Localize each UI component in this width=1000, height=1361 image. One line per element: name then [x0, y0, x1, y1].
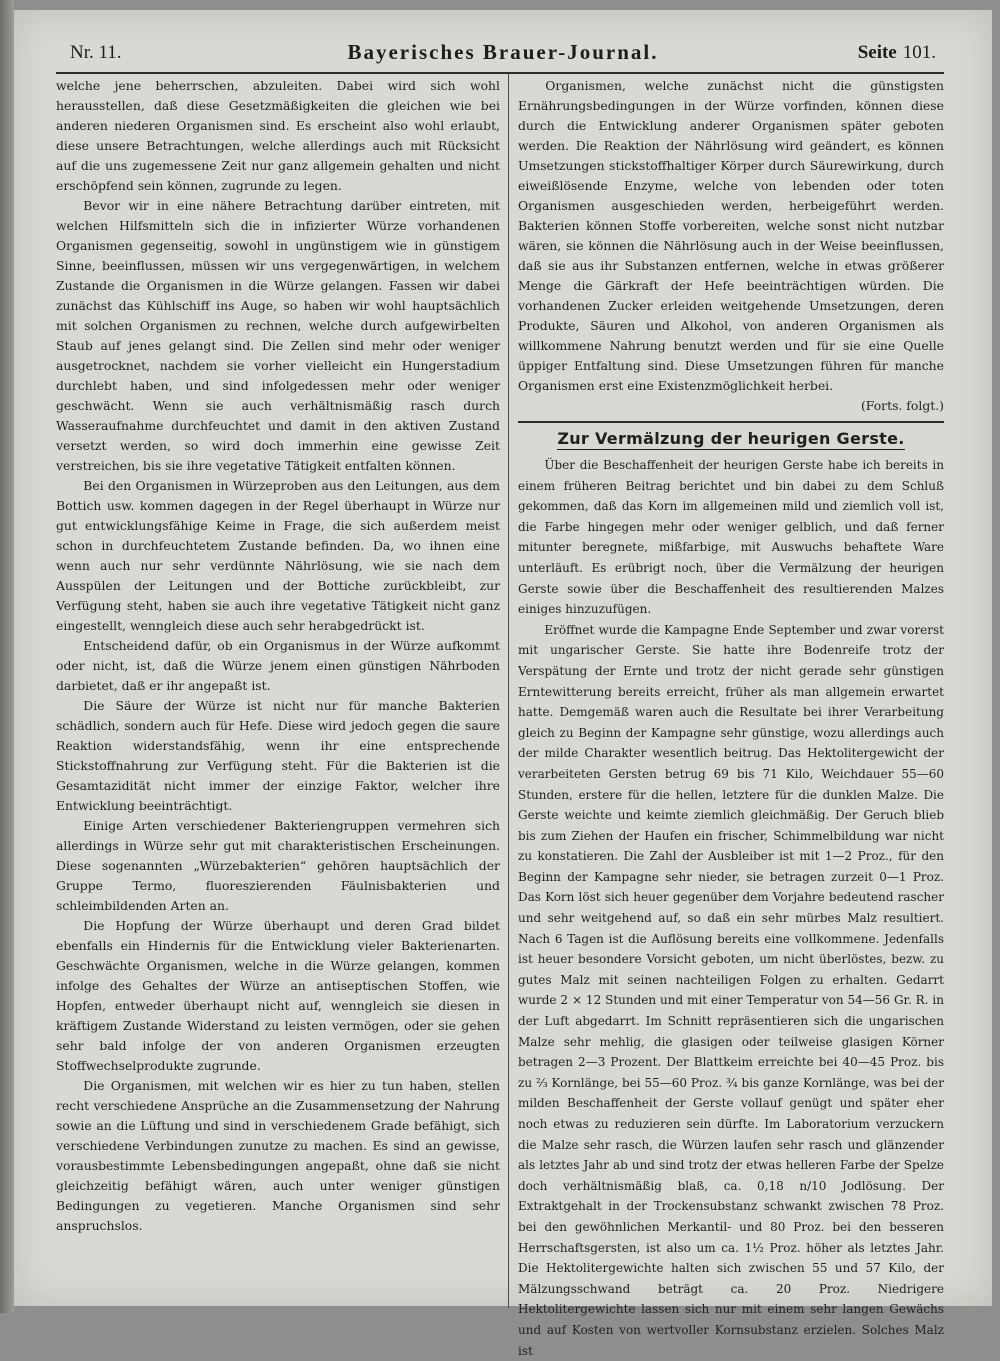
running-header	[70, 40, 936, 70]
continued-note: (Forts. folgt.)	[860, 398, 944, 413]
paragraph: Die Organismen, mit welchen wir es hier zu tun haben, stellen recht verschiedene Ansprüche an die Zusammensetzung der Nahrung sowie an die Lüftung und sind in verschiedenem Grade befähigt, sich verschiedene Verbindungen zunutze zu machen. Es sind an gewisse, vorausbestimmte Lebensbedingungen angepaßt, ohne daß sie nicht gleichzeitig befähigt wären, auch unter weniger günstigen Bedingungen zu vegetieren. Manche Organismen sind sehr anspruchslos.	[56, 1078, 500, 1233]
article-separator	[518, 421, 944, 423]
header-rule	[56, 72, 944, 74]
article-paragraph: Eröffnet wurde die Kampagne Ende September und zwar vorerst mit ungarischer Gerste. Sie hatte ihre Bodenreife trotz der Verspätung der Ernte und trotz der nicht gerade sehr günstigen Erntewitterung bereits erreicht, früher als man allgemein erwartet hatte. Demgemäß waren auch die Resultate bei ihrer Verarbeitung gleich zu Beginn der Kampagne sehr günstige, wozu allerdings auch der milde Charakter wesentlich beitrug. Das Hektolitergewicht der verarbeiteten Gersten betrug 69 bis 71 Kilo, Weichdauer 55—60 Stunden, erstere für die hellen, letztere für die dunklen Malze. Die Gerste weichte und keimte ziemlich gleichmäßig. Der Geruch blieb bis zum Ziehen der Haufen ein frischer, Schimmelbildung war nicht zu konstatieren. Die Zahl der Ausbleiber ist mit 1—2 Proz., für den Beginn der Kampagne sehr nieder, sie betragen zurzeit 0—1 Proz. Das Korn löst sich heuer gegenüber dem Vorjahre bedeutend rascher und sehr weitgehend auf, so daß ein sehr mürbes Malz resultiert. Nach 6 Tagen ist die Auflösung bereits eine vollkommene. Jedenfalls ist heuer besondere Vorsicht geboten, um nicht überlöstes, bezw. zu gutes Malz mit seinen nachteiligen Folgen zu erhalten. Gedarrt wurde 2 × 12 Stunden und mit einer Temperatur von 54—56 Gr. R. in der Luft abgedarrt. Im Schnitt repräsentieren sich die ungarischen Malze sehr mehlig, die glasigen oder teilweise glasigen Körner betragen 2—3 Prozent. Der Blattkeim erreichte bei 40—45 Proz. bis zu ⅔ Kornlänge, bei 55—60 Proz. ¾ bis ganze Kornlänge, was bei der milden Beschaffenheit der Gerste vollauf genügt und später eher noch etwas zu reduzieren sein dürfte. Im Laboratorium verzuckern die Malze sehr rasch, die Würzen laufen sehr rasch und glänzender als letztes Jahr ab und sind trotz der etwas helleren Farbe der Spelze doch verhältnismäßig blaß, ca. 0,18 n/10 Jodlösung. Der Extraktgehalt in der Trockensubstanz schwankt zwischen 78 Proz. bei den gewöhnlichen Merkantil- und 80 Proz. bei den besseren Herrschaftsgersten, ist also um ca. 1½ Proz. höher als letztes Jahr. Die Hektolitergewichte halten sich zwischen 55 und 57 Kilo, der Mälzungsschwand beträgt ca. 20 Proz. Niedrigere Hektolitergewichte lassen sich nur mit einem sehr langen Gewächs und auf Kosten von wertvoller Kornsubstanz erzielen. Solches Malz ist	[518, 622, 944, 1358]
paragraph: Die Säure der Würze ist nicht nur für manche Bakterien schädlich, sondern auch für Hefe. Diese wird jedoch gegen die saure Reaktion widerstandsfähig, wenn ihr eine entsprechende Stickstoffnahrung zur Verfügung steht. Für die Bakterien ist die Gesamtazidität nicht immer der einzige Faktor, welcher ihre Entwicklung beeinträchtigt.	[56, 698, 500, 813]
journal-page	[14, 10, 992, 1358]
article-paragraph: Über die Beschaffenheit der heurigen Gerste habe ich bereits in einem früheren Beitrag berichtet und bin dabei zu dem Schluß gekommen, daß das Korn im allgemeinen mild und ziemlich voll ist, die Farbe hingegen mehr oder weniger gelblich, und daß ferner mitunter beregnete, mißfarbige, mit Auswuchs behaftete Ware unterläuft. Es erübrigt noch, über die Vermälzung der heurigen Gerste sowie über die Beschaffenheit des resultierenden Malzes einiges hinzuzufügen.	[518, 458, 944, 617]
left-column	[56, 76, 500, 1236]
paragraph: Bei den Organismen in Würzeproben aus den Leitungen, aus dem Bottich usw. kommen dagegen in der Regel überhaupt in Würze nur gut entwicklungsfähige Keime in Frage, die sich außerdem meist schon in durchfeuchtetem Zustande befinden. Da, wo ihnen eine wenn auch nur sehr verdünnte Nährlösung, wie sie nach dem Ausspülen der Leitungen und der Bottiche zurückbleibt, zur Verfügung steht, haben sie auch ihre vegetative Tätigkeit nicht ganz eingestellt, wenngleich diese auch sehr herabgedrückt ist.	[56, 478, 500, 633]
article-body	[518, 455, 944, 1361]
page-number	[858, 42, 936, 64]
paragraph: welche jene beherrschen, abzuleiten. Dabei wird sich wohl herausstellen, daß diese Gesetzmäßigkeiten die gleichen wie bei anderen niederen Organismen sind. Es erscheint also wohl erlaubt, diese unsere Betrachtungen, welche allerdings auch mit Rücksicht auf die uns zugemessene Zeit nur ganz allgemein gehalten und nicht erschöpfend sein können, zugrunde zu legen.	[56, 78, 500, 193]
paragraph: Die Hopfung der Würze überhaupt und deren Grad bildet ebenfalls ein Hindernis für die Entwicklung vieler Bakterienarten. Geschwächte Organismen, welche in die Würze gelangen, kommen infolge des Gehaltes der Würze an antiseptischen Stoffen, wie Hopfen, entweder überhaupt nicht auf, wenngleich sie diesen in kräftigem Zustande Widerstand zu leisten vermögen, oder sie gehen sehr bald infolge der von anderen Organismen erzeugten Stoffwechselprodukte zugrunde.	[56, 918, 500, 1073]
paragraph: Bevor wir in eine nähere Betrachtung darüber eintreten, mit welchen Hilfsmitteln sich die in infizierter Würze vorhandenen Organismen gegenseitig, sowohl in ungünstigem wie in günstigem Sinne, beeinflussen, müssen wir uns vergegenwärtigen, in welchem Zustande die Organismen in die Würze gelangen. Fassen wir dabei zunächst das Kühlschiff ins Auge, so haben wir wohl hauptsächlich mit solchen Organismen zu rechnen, welche durch aufgewirbelten Staub auf jenes gelangt sind. Die Zellen sind mehr oder weniger ausgetrocknet, nachdem sie vorher vielleicht ein Hungerstadium durchlebt haben, und sind infolgedessen mehr oder weniger geschwächt. Wenn sie auch verhältnismäßig rasch durch Wasseraufnahme durchfeuchtet und damit in den aktiven Zustand versetzt werden, so wird doch immerhin eine gewisse Zeit verstreichen, bis sie ihre vegetative Tätigkeit entfalten können.	[56, 198, 500, 473]
column-divider	[508, 74, 509, 1308]
article-title: Zur Vermälzung der heurigen Gerste.	[557, 429, 905, 448]
continued-paragraph: Organismen, welche zunächst nicht die günstigsten Ernährungsbedingungen in der Würze vorfinden, können diese durch die Entwicklung anderer Organismen später geboten werden. Die Reaktion der Nährlösung wird geändert, es können Umsetzungen stickstoffhaltiger Körper durch Säurewirkung, durch eiweißlösende Enzyme, welche von lebenden oder toten Organismen ausgeschieden werden, herbeigeführt werden. Bakterien können Stoffe vorbereiten, welche sonst nicht nutzbar wären, sie können die Nährlösung auch in der Weise beeinflussen, daß sie aus ihr Substanzen entfernen, welche in etwas größerer Menge die Gärkraft der Hefe beeinträchtigen würden. Die vorhandenen Zucker erleiden weitgehende Umsetzungen, deren Produkte, Säuren und Alkohol, von anderen Organismen als willkommene Nahrung benutzt werden und für sie eine Quelle üppiger Entfaltung sind. Diese Umsetzungen führen für manche Organismen erst eine Existenzmöglichkeit herbei.	[518, 78, 944, 393]
page-label: Seite	[857, 42, 897, 63]
article-heading	[518, 427, 944, 451]
right-column	[518, 76, 944, 1361]
book-binding-edge	[0, 0, 14, 1313]
paragraph: Einige Arten verschiedener Bakteriengruppen vermehren sich allerdings in Würze sehr gut mit charakteristischen Erscheinungen. Diese sogenannten „Würzebakterien“ gehören hauptsächlich der Gruppe Termo, fluoreszierenden Fäulnisbakterien und schleimbildenden Arten an.	[56, 818, 500, 913]
issue-number: Nr. 11.	[70, 42, 122, 63]
journal-title: Bayerisches Brauer-Journal.	[347, 40, 659, 64]
paragraph: Entscheidend dafür, ob ein Organismus in der Würze aufkommt oder nicht, ist, daß die Würze jenem einen günstigen Nährboden darbietet, daß er ihr angepaßt ist.	[56, 638, 500, 693]
page-number-value: 101.	[902, 42, 936, 63]
